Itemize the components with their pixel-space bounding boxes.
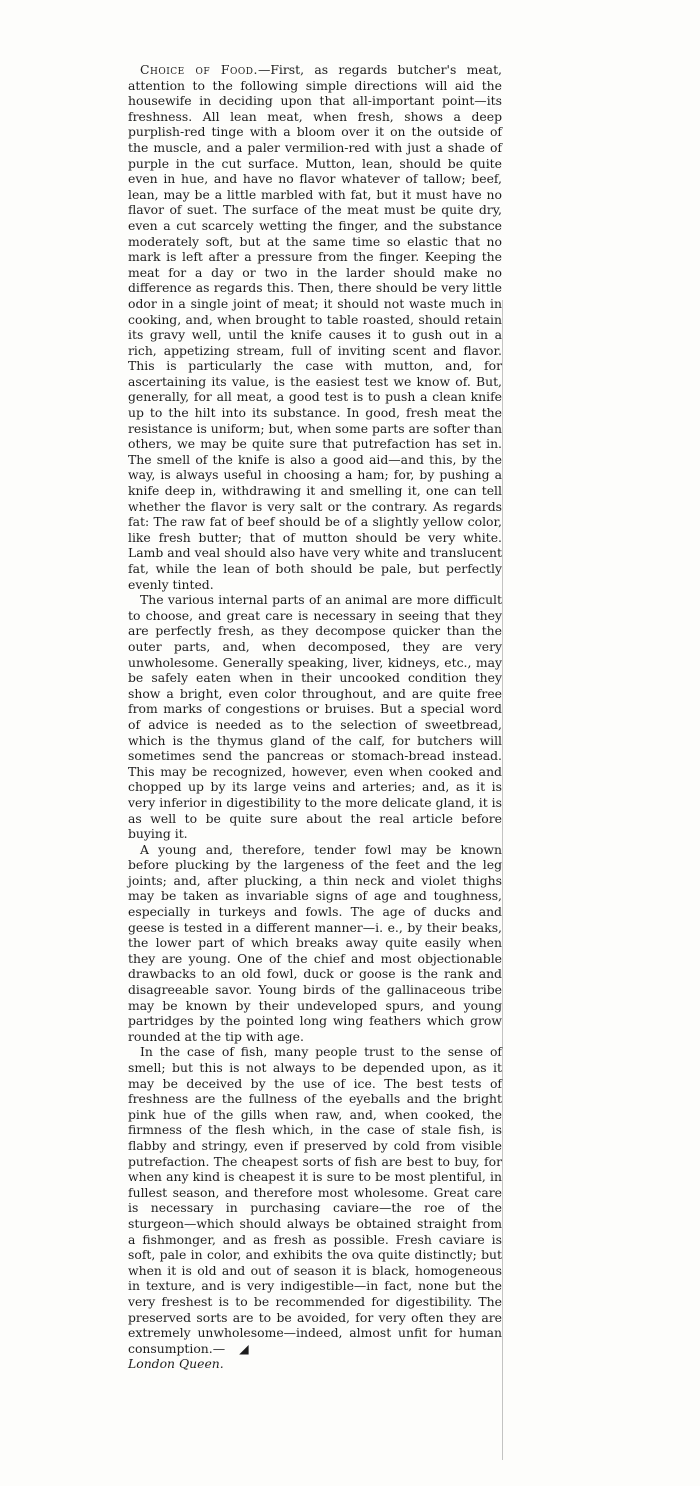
article-title: Choice of Food. xyxy=(140,62,258,77)
article-intro-text: —First, as regards butcher's meat, attention to the following simple directions will aid the housewife in deciding upon that all-important point—its freshness. All lean meat, when fresh, shows a deep purplish-red tinge with a bloom over it on the outside of the muscle, and a paler vermilion-red with just a shade of purple in the cut surface. Mutton, lean, should be quite even in hue, and have no flavor whatever of tallow; beef, lean, may be a little marbled with fat, but it must have no flavor of suet. The surface of the meat must be quite dry, even a cut scarcely wetting the finger, and the substance moderately soft, but at the same time so elastic that no mark is left after a pressure from the finger. Keeping the meat for a day or two in the larder should make no difference as regards this. Then, there should be very little odor in a single joint of meat; it should not waste much in cooking, and, when brought to table roasted, should retain its gravy well, until the knife causes it to gush out in a rich, appetizing stream, full of inviting scent and flavor. This is particularly the case with mutton, and, for ascertaining its value, is the easiest test we know of. But, generally, for all meat, a good test is to push a clean knife up to the hilt into its substance. In good, fresh meat the resistance is uniform; but, when some parts are softer than others, we may be quite sure that putrefaction has set in. The smell of the knife is also a good aid—and this, by the way, is always useful in choosing a ham; for, by pushing a knife deep in, withdrawing it and smelling it, one can tell whether the flavor is very salt or the contrary. As regards fat: The raw fat of beef should be of a slightly yellow color, like fresh butter; that of mutton should be very white. Lamb and veal should also have very white and translucent fat, while the lean of both should be pale, but perfectly evenly tinted. xyxy=(128,62,502,592)
article-byline: London Queen. xyxy=(128,1356,224,1372)
article-paragraph-2: The various internal parts of an animal are more difficult to choose, and great care is necessary in seeing that they are perfectly fresh, as they decompose quicker than the outer parts, and, when decomposed, they are very unwholesome. Generally speaking, liver, kidneys, etc., may be safely eaten when in their uncooked condition they show a bright, even color throughout, and are quite free from marks of congestions or bruises. But a special word of advice is needed as to the selection of sweetbread, which is the thymus gland of the calf, for butchers will sometimes send the pancreas or stomach-bread instead. This may be recognized, however, even when cooked and chopped up by its large veins and arteries; and, as it is very inferior in digestibility to the more delicate gland, it is as well to be quite sure about the real article before buying it. xyxy=(128,592,502,842)
column-rule xyxy=(502,300,503,1460)
article-paragraph-3: A young and, therefore, tender fowl may be known before plucking by the largeness of the feet and the leg joints; and, after plucking, a thin neck and violet thighs may be taken as invariable signs of age and toughness, especially in turkeys and fowls. The age of ducks and geese is tested in a different manner—i. e., by their beaks, the lower part of which breaks away quite easily when they are young. One of the chief and most objectionable drawbacks to an old fowl, duck or goose is the rank and disagreeable savor. Young birds of the gallinaceous tribe may be known by their undeveloped spurs, and young partridges by the pointed long wing feathers which grow rounded at the tip with age. xyxy=(128,841,502,1044)
end-mark-icon: ◢ xyxy=(239,1340,249,1356)
article-paragraph-4-text: In the case of fish, many people trust to the sense of smell; but this is not always to be depended upon, as it may be deceived by the use of ice. The best tests of freshness are the fullness of the eyeballs and the bright pink hue of the gills when raw, and, when cooked, the firmness of the flesh which, in the case of stale fish, is flabby and stringy, even if preserved by cold from visible putrefaction. The cheapest sorts of fish are best to buy, for when any kind is cheapest it is sure to be most plentiful, in fullest season, and therefore most wholesome. Great care is necessary in purchasing caviare—the roe of the sturgeon—which should always be obtained straight from a fishmonger, and as fresh as possible. Fresh caviare is soft, pale in color, and exhibits the ova quite distinctly; but when it is old and out of season it is black, homogeneous in texture, and is very indigestible—in fact, none but the very freshest is to be recommended for digestibility. The preserved sorts are to be avoided, for very often they are extremely unwholesome—indeed, almost unfit for human consumption.— xyxy=(128,1044,502,1356)
article-paragraph-4 xyxy=(128,1044,502,1356)
article-column xyxy=(128,62,502,1372)
article-paragraph-1 xyxy=(128,62,502,592)
